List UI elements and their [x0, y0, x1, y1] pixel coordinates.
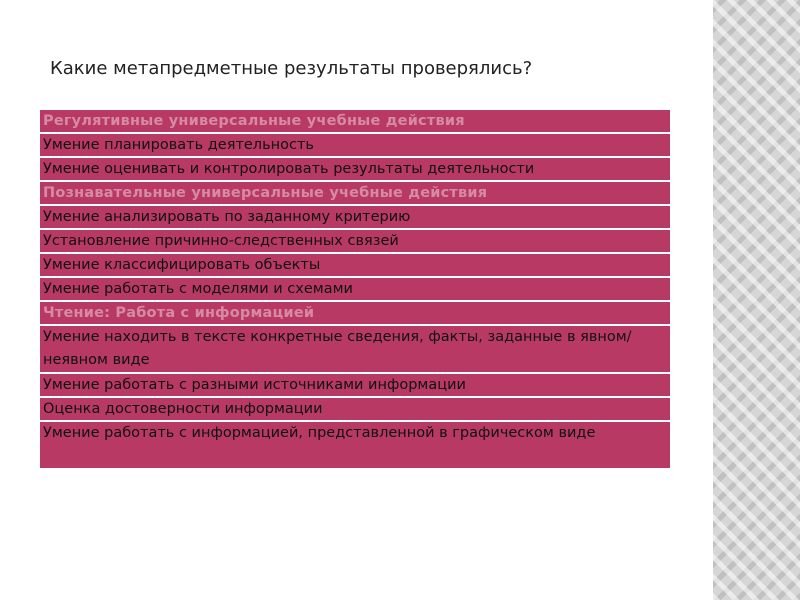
table-row: Умение работать с информацией, представленной в графическом виде: [40, 422, 670, 468]
table-section-header-cognitive: Познавательные универсальные учебные действия: [40, 182, 670, 204]
decorative-side-strip: [713, 0, 800, 600]
table-row: Установление причинно-следственных связей: [40, 230, 670, 252]
table-row: Умение оценивать и контролировать результаты деятельности: [40, 158, 670, 180]
table-row: Умение работать с разными источниками информации: [40, 374, 670, 396]
table-row: Умение работать с моделями и схемами: [40, 278, 670, 300]
table-row: Умение классифицировать объекты: [40, 254, 670, 276]
slide-title: Какие метапредметные результаты проверялись?: [50, 58, 533, 79]
table-section-header-reading: Чтение: Работа с информацией: [40, 302, 670, 324]
table-row: Умение анализировать по заданному критерию: [40, 206, 670, 228]
results-table: [40, 110, 670, 470]
table-section-header-regulatory: Регулятивные универсальные учебные действия: [40, 110, 670, 132]
table-row: Оценка достоверности информации: [40, 398, 670, 420]
table-row: Умение находить в тексте конкретные сведения, факты, заданные в явном/неявном виде: [40, 326, 670, 372]
table-row: Умение планировать деятельность: [40, 134, 670, 156]
